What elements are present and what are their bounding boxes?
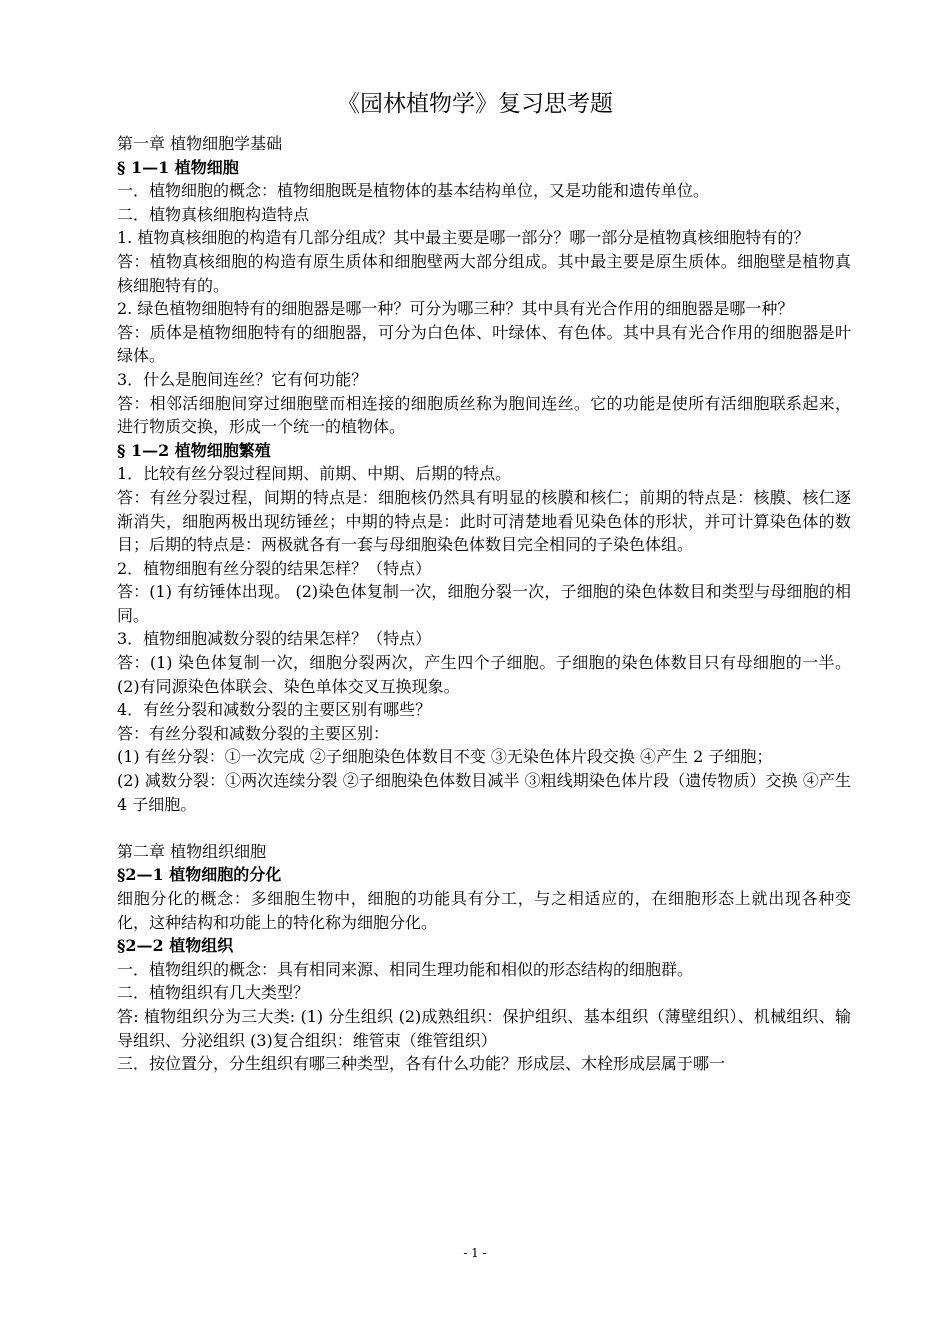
question: 1．比较有丝分裂过程间期、前期、中期、后期的特点。 <box>117 464 512 484</box>
answer-item: (1) 有丝分裂：①一次完成 ②子细胞染色体数目不变 ③无染色体片段交换 ④产生 2 子细胞； <box>117 747 773 767</box>
answer: 答：有丝分裂过程，间期的特点是：细胞核仍然具有明显的核膜和核仁；前期的特点是：核膜、核仁逐渐消失，细胞两极出现纺锤丝；中期的特点是：此时可清楚地看见染色体的形状，并可计算染色体的数目；后期的特点是：两极就各有一套与母细胞染色体数目完全相同的子染色体组。 <box>117 487 851 555</box>
answer: 答：(1) 染色体复制一次，细胞分裂两次，产生四个子细胞。子细胞的染色体数目只有母细胞的一半。 (2)有同源染色体联会、染色单体交叉互换现象。 <box>117 653 851 696</box>
page-number: - 1 - <box>463 1246 487 1260</box>
answer: 答：植物真核细胞的构造有原生质体和细胞壁两大部分组成。其中最主要是原生质体。细胞壁是植物真核细胞特有的。 <box>117 251 851 295</box>
section-heading: §2—1 植物细胞的分化 <box>117 865 282 885</box>
question: 二．植物组织有几大类型？ <box>117 983 310 1003</box>
paragraph: 二．植物真核细胞构造特点 <box>117 204 310 224</box>
question: 3．什么是胞间连丝？它有何功能？ <box>117 369 368 389</box>
paragraph: 细胞分化的概念：多细胞生物中，细胞的功能具有分工，与之相适应的，在细胞形态上就出现各种变化，这种结构和功能上的特化称为细胞分化。 <box>117 889 851 932</box>
section-heading: § 1—1 植物细胞 <box>117 157 239 177</box>
answer-item: (2) 减数分裂：①两次连续分裂 ②子细胞染色体数目减半 ③粗线期染色体片段（遗传物质）交换 ④产生 4 子细胞。 <box>117 771 851 814</box>
question: 2．植物细胞有丝分裂的结果怎样？（特点） <box>117 558 432 578</box>
answer: 答：质体是植物细胞特有的细胞器，可分为白色体、叶绿体、有色体。其中具有光合作用的细胞器是叶绿体。 <box>117 322 851 366</box>
blank-line <box>117 816 851 840</box>
section-heading: § 1—2 植物细胞繁殖 <box>117 440 271 460</box>
section-heading: §2—2 植物组织 <box>117 936 234 956</box>
document-body <box>117 132 851 1076</box>
answer: 答: 植物组织分为三大类: (1) 分生组织 (2)成熟组织：保护组织、基本组织（薄壁组织）、机械组织、输导组织、分泌组织 (3)复合组织：维管束（维管组织） <box>117 1006 851 1050</box>
chapter-heading: 第二章 植物组织细胞 <box>117 841 267 861</box>
chapter-heading: 第一章 植物细胞学基础 <box>117 134 283 153</box>
question: 三．按位置分，分生组织有哪三种类型，各有什么功能？形成层、木栓形成层属于哪一 <box>117 1054 726 1074</box>
question: 3．植物细胞减数分裂的结果怎样？（特点） <box>117 629 432 649</box>
question: 1. 植物真核细胞的构造有几部分组成？其中最主要是哪一部分？哪一部分是植物真核细胞特有的？ <box>117 228 810 248</box>
answer: 答：有丝分裂和减数分裂的主要区别： <box>117 723 390 743</box>
answer: 答：相邻活细胞间穿过细胞壁而相连接的细胞质丝称为胞间连丝。它的功能是使所有活细胞联系起来，进行物质交换，形成一个统一的植物体。 <box>117 393 851 437</box>
question: 2. 绿色植物细胞特有的细胞器是哪一种？可分为哪三种？其中具有光合作用的细胞器是哪一种？ <box>117 299 794 319</box>
answer: 答：(1) 有纺锤体出现。 (2)染色体复制一次，细胞分裂一次，子细胞的染色体数目和类型与母细胞的相同。 <box>117 582 851 625</box>
paragraph: 一．植物组织的概念：具有相同来源、相同生理功能和相似的形态结构的细胞群。 <box>117 959 694 979</box>
document-title: 《园林植物学》复习思考题 <box>337 91 613 117</box>
question: 4．有丝分裂和减数分裂的主要区别有哪些？ <box>117 700 432 720</box>
paragraph: 一．植物细胞的概念：植物细胞既是植物体的基本结构单位，又是功能和遗传单位。 <box>117 181 710 201</box>
